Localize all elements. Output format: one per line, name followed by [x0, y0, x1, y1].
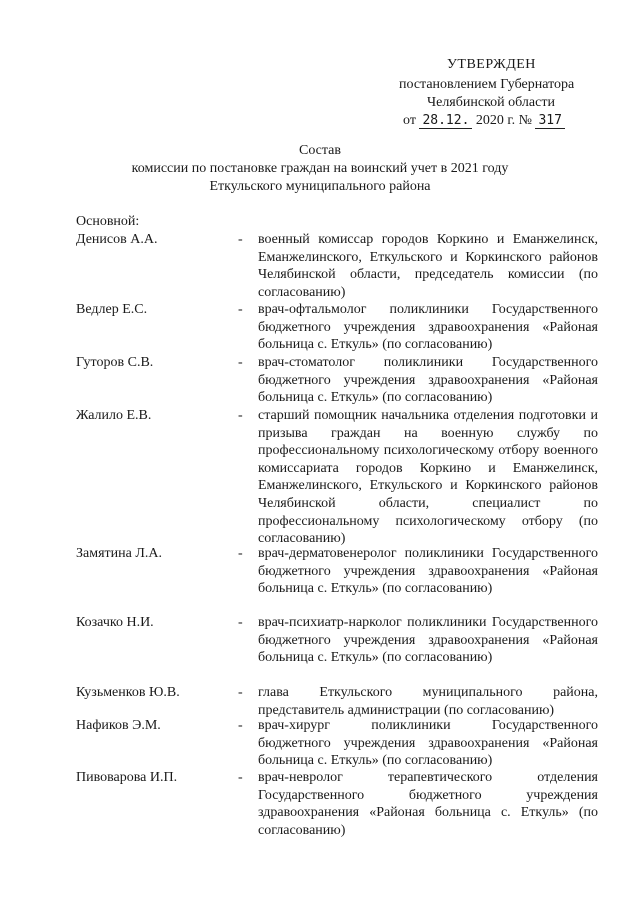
member-description: врач-невролог терапевтического отделения Государственного бюджетного учреждения здравоохранения «Районая больница с. Еткуль» (по согласованию) — [258, 770, 598, 838]
approval-heading: УТВЕРЖДЕН — [447, 57, 536, 72]
member-description: военный комиссар городов Коркино и Еманжелинск, Еманжелинского, Еткульского и Коркинского районов Челябинской области, председатель комиссии (по согласованию) — [258, 232, 598, 300]
title-line-2: комиссии по постановке граждан на воинский учет в 2021 году — [131, 161, 509, 176]
member-dash: - — [238, 770, 243, 785]
member-description: врач-офтальмолог поликлиники Государственного бюджетного учреждения здравоохранения «Районая больница с. Еткуль» (по согласованию) — [258, 302, 598, 353]
member-dash: - — [238, 546, 243, 561]
approval-date: 28.12. — [419, 113, 472, 129]
member-name: Козачко Н.И. — [76, 615, 154, 630]
member-name: Жалило Е.В. — [76, 408, 152, 423]
member-dash: - — [238, 408, 243, 423]
member-dash: - — [238, 718, 243, 733]
approval-number: 317 — [535, 113, 564, 129]
member-dash: - — [238, 302, 243, 317]
member-description: врач-стоматолог поликлиники Государственного бюджетного учреждения здравоохранения «Районая больница с. Еткуль» (по согласованию) — [258, 355, 598, 406]
approval-line-resolution: постановлением Губернатора — [399, 77, 575, 92]
member-name: Замятина Л.А. — [76, 546, 162, 561]
approval-line-region: Челябинской области — [427, 95, 555, 110]
approval-year: 2020 г. № — [475, 113, 532, 128]
member-name: Гуторов С.В. — [76, 355, 154, 370]
member-name: Пивоварова И.П. — [76, 770, 178, 785]
title-line-3: Еткульского муниципального района — [209, 179, 431, 194]
member-name: Денисов А.А. — [76, 232, 158, 247]
section-heading: Основной: — [76, 214, 140, 229]
document-title — [0, 142, 640, 196]
member-dash: - — [238, 355, 243, 370]
member-description: глава Еткульского муниципального района, представитель администрации (по согласованию) — [258, 685, 598, 718]
member-description: врач-дерматовенеролог поликлиники Государственного бюджетного учреждения здравоохранения «Районая больница с. Еткуль» (по согласованию) — [258, 546, 598, 597]
approval-from: от — [403, 113, 416, 128]
member-description: врач-психиатр-нарколог поликлиники Государственного бюджетного учреждения здравоохранения «Районая больница с. Еткуль» (по согласованию) — [258, 615, 598, 666]
title-line-1: Состав — [298, 143, 341, 158]
member-dash: - — [238, 615, 243, 630]
member-dash: - — [238, 685, 243, 700]
member-name: Нафиков Э.М. — [76, 718, 161, 733]
approval-line-date — [403, 112, 565, 130]
member-description: старший помощник начальника отделения подготовки и призыва граждан на военную службу по профессиональному психологическому отбору военного комиссариата городов Коркино и Еманжелинск, Еманжелинского, Еткульского и Коркинского районов Челябинской области, специалист по профессиональному психологическому отбору (по согласованию) — [258, 408, 598, 547]
member-dash: - — [238, 232, 243, 247]
member-name: Ведлер Е.С. — [76, 302, 148, 317]
member-name: Кузьменков Ю.В. — [76, 685, 180, 700]
member-description: врач-хирург поликлиники Государственного бюджетного учреждения здравоохранения «Районая больница с. Еткуль» (по согласованию) — [258, 718, 598, 769]
